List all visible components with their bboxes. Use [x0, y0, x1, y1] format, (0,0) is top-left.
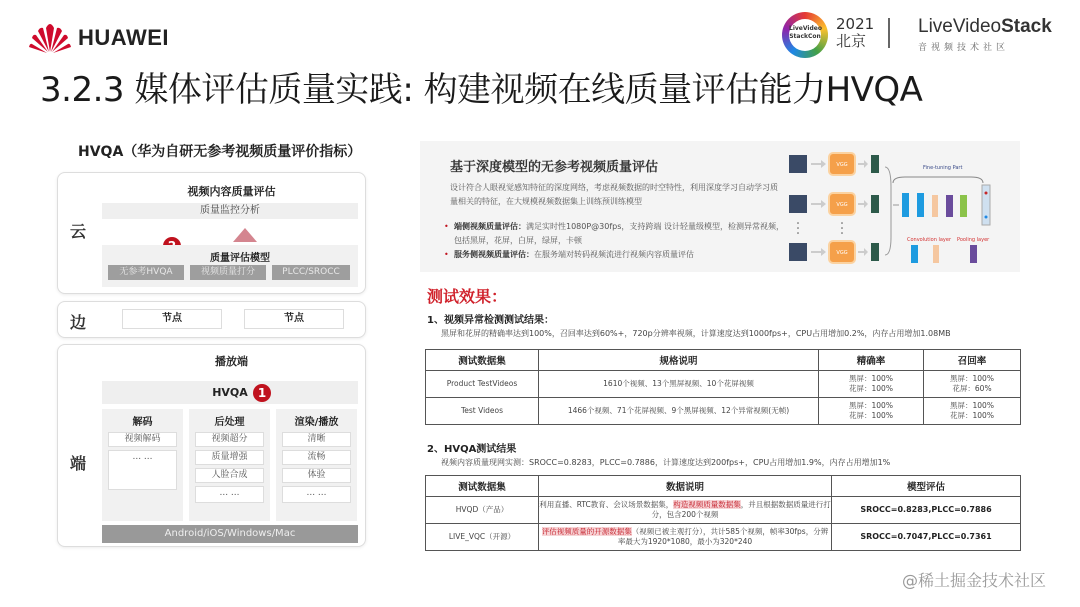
desc-text: ，并且根据数据质量进行打分，包含200个视频	[651, 500, 831, 519]
column-title: 渲染/播放	[294, 417, 339, 428]
logo-bold: Stack	[1001, 16, 1052, 37]
cell-recall	[924, 371, 1021, 398]
card-bullets	[444, 220, 784, 262]
chip-score: 视频质量打分	[190, 265, 266, 280]
cloud-label: 云	[70, 222, 87, 241]
value-line: 黑屏：100%	[849, 401, 893, 410]
table-row	[426, 524, 1021, 551]
table-row	[426, 497, 1021, 524]
watermark: @稀土掘金技术社区	[902, 571, 1047, 590]
results-title: 测试效果：	[427, 287, 508, 306]
edge-node-2: 节点	[244, 309, 344, 329]
bullet-label: 服务侧视频质量评估：	[454, 250, 534, 259]
cell-description	[539, 497, 832, 524]
col-precision: 精确率	[819, 350, 924, 371]
svg-text:VGG: VGG	[836, 162, 848, 168]
end-label: 端	[70, 454, 87, 473]
event-year: 2021	[836, 15, 875, 33]
huawei-logo	[28, 22, 169, 54]
arrow-up-icon	[233, 228, 257, 242]
column-title: 后处理	[214, 417, 245, 428]
video-frame-icon	[789, 155, 807, 261]
cell-evaluation: SROCC=0.7047,PLCC=0.7361	[832, 524, 1021, 551]
column-item: 质量增强	[195, 450, 264, 465]
end-panel	[57, 344, 366, 547]
bullet-text: 满足实时性1080P@30fps，支持跨端 设计轻量级模型，检测异常视频，包括黑屏，花屏，白屏，绿屏，卡顿	[454, 222, 784, 245]
column-item: ... ...	[108, 450, 177, 490]
value-line: 花屏：100%	[849, 411, 893, 420]
col-dataset: 测试数据集	[426, 350, 539, 371]
col-evaluation: 模型评估	[832, 476, 1021, 497]
cell-precision	[819, 371, 924, 398]
table-header-row	[426, 476, 1021, 497]
cloud-heading: 视频内容质量评估	[187, 185, 276, 198]
vgg-block-icon	[829, 153, 855, 263]
platform-bar: Android/iOS/Windows/Mac	[102, 525, 358, 543]
value-line: 黑屏：100%	[950, 374, 994, 383]
livevideostack-subtitle: 音视频技术社区	[918, 43, 1010, 53]
value-line: 花屏：100%	[849, 384, 893, 393]
cell-spec: 1466个视频、71个花屏视频、9个黑屏视频、12个异常视频(无帧)	[539, 398, 819, 425]
livevideostack-logo	[918, 16, 1052, 38]
value-line: 花屏：60%	[952, 384, 992, 393]
logo-main: LiveVideo	[918, 16, 1002, 37]
edge-panel	[57, 301, 366, 338]
column-item: 人脸合成	[195, 468, 264, 483]
column-title: 解码	[132, 417, 153, 428]
col-spec: 规格说明	[539, 350, 819, 371]
card-description: 设计符合人眼视觉感知特征的深度网络，考虑视频数据的时空特性，利用深度学习自动学习质量相关的特征，在大规模视频数据集上训练预训练模型	[450, 183, 778, 206]
bullet-text: 在服务端对转码视频流进行视频内容质量评估	[534, 250, 694, 259]
col-recall: 召回率	[924, 350, 1021, 371]
col-description: 数据说明	[539, 476, 832, 497]
desc-highlight: 构造视频质量数据集	[673, 500, 741, 509]
column-item: ... ...	[195, 486, 264, 503]
chip-plcc: PLCC/SROCC	[272, 265, 350, 280]
value-line: 黑屏：100%	[950, 401, 994, 410]
network-architecture-diagram	[785, 147, 1017, 267]
column-item: 清晰	[282, 432, 351, 447]
postprocess-column	[189, 409, 270, 521]
table-row	[426, 398, 1021, 425]
decode-column	[102, 409, 183, 521]
value-line: 花屏：100%	[950, 411, 994, 420]
col-dataset: 测试数据集	[426, 476, 539, 497]
cell-spec: 1610个视频、13个黑屏视频、10个花屏视频	[539, 371, 819, 398]
column-item: ... ...	[282, 486, 351, 503]
svg-text:Convolution layer: Convolution layer	[907, 237, 952, 243]
section2-heading: 2、HVQA测试结果	[427, 444, 517, 455]
bullet-label: 端侧视频质量评估：	[454, 222, 526, 231]
svg-text:VGG: VGG	[836, 250, 848, 256]
svg-text:Fine-tuning Part: Fine-tuning Part	[923, 165, 963, 171]
desc-text: （视频已被主观打分），共计585个视频，帧率30fps，分辨率最大为1920*1080，最小为320*240	[617, 527, 829, 546]
chip-hvqa: 无参考HVQA	[108, 265, 184, 280]
desc-highlight: 评估视频质量的开源数据集	[541, 527, 632, 536]
svg-text:VGG: VGG	[836, 202, 848, 208]
quality-monitor-bar: 质量监控分析	[102, 203, 358, 219]
edge-node-1: 节点	[122, 309, 222, 329]
hvqa-results-table	[425, 475, 1021, 551]
section1-heading: 1、视频异常检测测试结果：	[427, 315, 554, 326]
cell-dataset: Product TestVideos	[426, 371, 539, 398]
cell-description	[539, 524, 832, 551]
hvqa-bar	[102, 381, 358, 404]
svg-text:Pooling layer: Pooling layer	[957, 237, 990, 243]
column-item: 视频超分	[195, 432, 264, 447]
cell-evaluation: SROCC=0.8283,PLCC=0.7886	[832, 497, 1021, 524]
quality-model-box	[102, 245, 358, 287]
render-column	[276, 409, 357, 521]
value-line: 黑屏：100%	[849, 374, 893, 383]
diagram-title: HVQA（华为自研无参考视频质量评价指标）	[78, 144, 362, 160]
player-heading: 播放端	[215, 355, 248, 368]
bullet-item	[444, 248, 784, 262]
card-title: 基于深度模型的无参考视频质量评估	[450, 160, 659, 175]
event-badge-icon	[782, 12, 828, 58]
model-card	[420, 141, 1020, 272]
cell-dataset: LIVE_VQC（开源）	[426, 524, 539, 551]
cell-precision	[819, 398, 924, 425]
column-item: 体验	[282, 468, 351, 483]
anomaly-results-table	[425, 349, 1021, 425]
event-badge-text: LiveVideo StackCon	[789, 19, 821, 51]
header-divider	[888, 18, 890, 48]
huawei-petal-icon	[28, 22, 72, 54]
desc-text: 利用直播、RTC教育、会议场景数据集，	[539, 500, 674, 509]
cell-recall	[924, 398, 1021, 425]
cell-dataset: Test Videos	[426, 398, 539, 425]
model-title: 质量评估模型	[210, 253, 270, 264]
cell-dataset: HVQD（产品）	[426, 497, 539, 524]
table-row	[426, 371, 1021, 398]
event-city: 北京	[836, 32, 867, 50]
hvqa-label: HVQA	[212, 386, 248, 399]
slide-title: 3.2.3 媒体评估质量实践: 构建视频在线质量评估能力HVQA	[40, 70, 923, 110]
table-header-row	[426, 350, 1021, 371]
badge-1: 1	[253, 384, 271, 402]
section1-summary: 黑屏和花屏的精确率达到100%，召回率达到60%+，720p分辨率视频，计算速度达到1000fps+，CPU占用增加0.2%，内存占用增加1.08MB	[441, 329, 951, 338]
cloud-panel	[57, 172, 366, 294]
bullet-item	[444, 220, 784, 248]
column-item: 流畅	[282, 450, 351, 465]
edge-label: 边	[70, 313, 87, 332]
column-item: 视频解码	[108, 432, 177, 447]
brand-name: HUAWEI	[78, 25, 169, 50]
section2-summary: 视频内容质量现网实测：SROCC=0.8283，PLCC=0.7886，计算速度达到200fps+，CPU占用增加1.9%，内存占用增加1%	[441, 458, 891, 467]
